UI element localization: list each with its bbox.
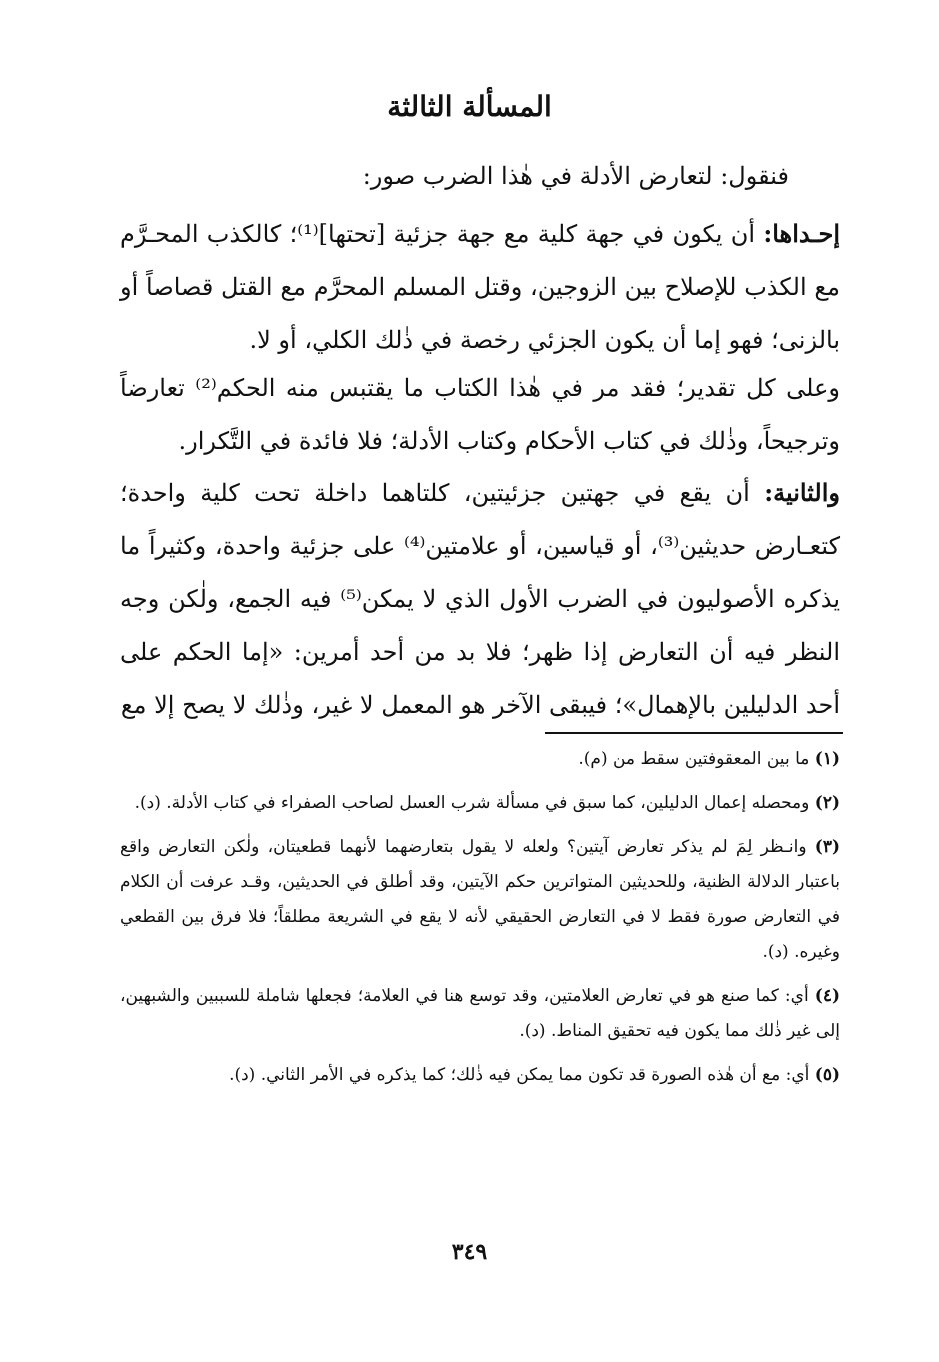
page-number: ٣٤٩ [451,1239,488,1265]
footnote-number: (٣) [814,837,840,857]
footnotes [120,742,840,1102]
footnote-number: (٤) [814,986,840,1006]
footnote-separator [545,732,843,734]
footnote-number: (٥) [814,1065,840,1085]
intro-line: فنقول: لتعارض الأدلة في هٰذا الضرب صور: [362,162,789,190]
paragraph-text: وعلى كل تقدير؛ فقد مر في هٰذا الكتاب ما يقتبس منه الحكم⁽²⁾ تعارضاً وترجيحاً، وذٰلك في كتاب الأحكام وكتاب الأدلة؛ فلا فائدة في التَّكرار. [120,374,840,455]
footnote-4 [120,979,840,1049]
paragraph-lead: والثانية: [764,478,840,507]
footnote-number: (٢) [814,793,840,813]
paragraph-text: أن يكون في جهة كلية مع جهة جزئية [تحتها]⁽¹⁾؛ كالكذب المحـرَّم مع الكذب للإصلاح بين الزوجين، وقتل المسلم المحرَّم مع القتل قصاصاً أو بالزنى؛ فهو إما أن يكون الجزئي رخصة في ذٰلك الكلي، أو لا. [120,220,840,354]
footnote-text: ومحصله إعمال الدليلين، كما سبق في مسألة شرب العسل لصاحب الصفراء في كتاب الأدلة. (د). [134,793,815,813]
paragraph-assessment [120,362,840,468]
footnote-text: أي: كما صنع هو في تعارض العلامتين، وقد توسع هنا في العلامة؛ فجعلها شاملة للسببين والشبهين، إلى غير ذٰلك مما يكون فيه تحقيق المناط. (د). [120,986,840,1041]
paragraph-text: أن يقع في جهتين جزئيتين، كلتاهما داخلة تحت كلية واحدة؛ كتعـارض حديثين⁽³⁾، أو قياسين، أو علامتين⁽⁴⁾ على جزئية واحدة، وكثيراً ما يذكره الأصوليون في الضرب الأول الذي لا يمكن⁽⁵⁾ فيه الجمع، ولٰكن وجه النظر فيه أن التعارض إذا ظهر؛ فلا بد من أحد أمرين: «إما الحكم على أحد الدليلين بالإهمال»؛ فيبقى الآخر هو المعمل لا غير، وذٰلك لا يصح إلا مع [120,479,841,719]
footnote-text: ما بين المعقوفتين سقط من (م). [578,749,815,769]
footnote-text: أي: مع أن هٰذه الصورة قد تكون مما يمكن فيه ذٰلك؛ كما يذكره في الأمر الثاني. (د). [229,1065,815,1085]
footnote-2 [120,786,840,821]
paragraph-lead: إحـداها: [763,219,840,248]
footnote-number: (١) [814,749,840,769]
paragraph-second-case [120,466,840,732]
section-title: المسألة الثالثة [387,90,552,123]
footnote-3 [120,830,840,970]
footnote-text: وانـظر لِمَ لم يذكر تعارض آيتين؟ ولعله لا يقول بتعارضهما لأنهما قطعيتان، ولٰكن التعارض واقع باعتبار الدلالة الظنية، وللحديثين المتواترين حكم الآيتين، وقد أطلق في الحديثين، وقـد عرفت أن الكلام في التعارض صورة فقط لا في التعارض الحقيقي لأنه لا يقع في الشريعة مطلقاً؛ فلا فرق بين القطعي وغيره. (د). [120,837,840,962]
footnote-1 [120,742,840,777]
paragraph-first-case [120,207,840,367]
footnote-5 [120,1058,840,1093]
